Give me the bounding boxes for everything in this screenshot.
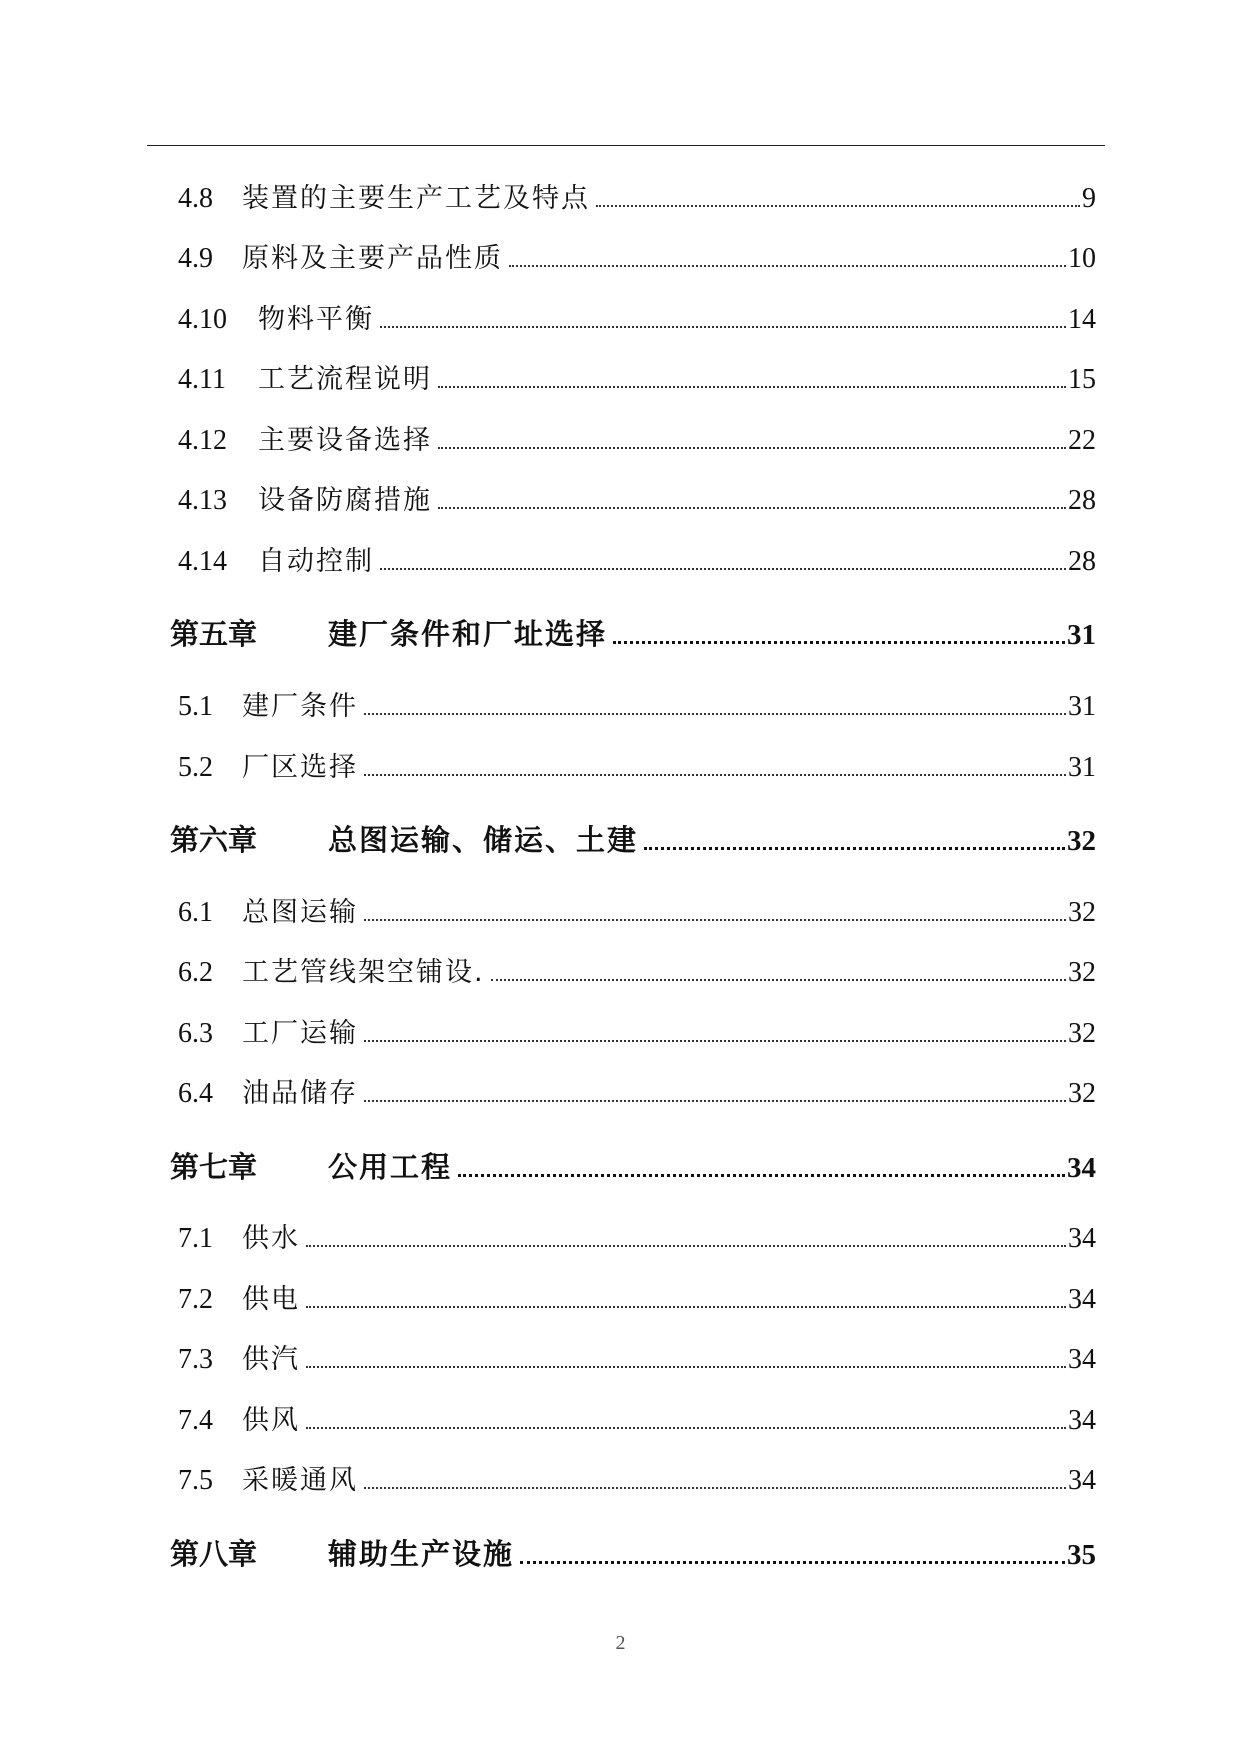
toc-entry-4-10[interactable]	[178, 300, 1096, 340]
toc-entry-title: 工艺管线架空铺设.	[242, 957, 485, 988]
toc-entry-7-3[interactable]	[178, 1340, 1096, 1380]
dot-leader	[306, 1426, 1066, 1429]
header-rule	[147, 145, 1105, 146]
toc-entry-page: 10	[1068, 243, 1096, 274]
toc-entry-page: 28	[1068, 485, 1096, 516]
toc-entry-title: 供汽	[242, 1344, 300, 1375]
dot-leader	[364, 1486, 1066, 1489]
toc-entry-4-14[interactable]	[178, 542, 1096, 582]
toc-entry-number: 4.13	[178, 485, 227, 516]
dot-leader	[364, 1099, 1066, 1102]
toc-entry-number: 4.9	[178, 243, 213, 274]
toc-chapter-number: 第七章	[170, 1150, 258, 1184]
toc-entry-title: 采暖通风	[242, 1465, 358, 1496]
toc-entry-5-1[interactable]	[178, 687, 1096, 727]
dot-leader	[644, 846, 1065, 850]
toc-entry-title: 工厂运输	[242, 1018, 358, 1049]
toc-entry-title: 主要设备选择	[258, 425, 432, 456]
toc-entry-title: 原料及主要产品性质	[242, 243, 503, 274]
toc-entry-number: 4.8	[178, 183, 213, 214]
toc-chapter-6[interactable]	[170, 820, 1096, 860]
toc-entry-title: 物料平衡	[258, 304, 374, 335]
dot-leader	[364, 712, 1066, 715]
toc-entry-page: 32	[1068, 1078, 1096, 1109]
toc-entry-title: 供电	[242, 1284, 300, 1315]
toc-entry-title: 总图运输	[242, 897, 358, 928]
toc-chapter-page: 32	[1067, 825, 1096, 857]
toc-entry-5-2[interactable]	[178, 748, 1096, 788]
dot-leader	[613, 640, 1065, 644]
toc-chapter-7[interactable]	[170, 1147, 1096, 1187]
toc-entry-number: 6.2	[178, 957, 213, 988]
toc-chapter-page: 35	[1067, 1539, 1096, 1571]
toc-entry-page: 9	[1082, 183, 1096, 214]
toc-entry-number: 4.11	[178, 364, 226, 395]
toc-chapter-8[interactable]	[170, 1534, 1096, 1574]
toc-entry-page: 34	[1068, 1284, 1096, 1315]
toc-chapter-number: 第六章	[170, 823, 258, 857]
toc-chapter-number: 第五章	[170, 617, 258, 651]
toc-entry-6-3[interactable]	[178, 1014, 1096, 1054]
dot-leader	[364, 1039, 1066, 1042]
toc-entry-page: 32	[1068, 1018, 1096, 1049]
toc-entry-page: 28	[1068, 546, 1096, 577]
toc-entry-6-2[interactable]	[178, 953, 1096, 993]
toc-entry-number: 6.1	[178, 897, 213, 928]
dot-leader	[596, 204, 1080, 207]
toc-entry-title: 供风	[242, 1405, 300, 1436]
toc-entry-number: 4.12	[178, 425, 227, 456]
toc-entry-title: 供水	[242, 1223, 300, 1254]
toc-entry-7-4[interactable]	[178, 1401, 1096, 1441]
dot-leader	[364, 918, 1066, 921]
dot-leader	[306, 1244, 1066, 1247]
dot-leader	[380, 325, 1066, 328]
toc-entry-number: 5.2	[178, 752, 213, 783]
toc-entry-number: 6.3	[178, 1018, 213, 1049]
toc-chapter-5[interactable]	[170, 614, 1096, 654]
toc-entry-title: 厂区选择	[242, 752, 358, 783]
dot-leader	[520, 1560, 1065, 1564]
dot-leader	[509, 264, 1066, 267]
toc-chapter-page: 34	[1067, 1152, 1096, 1184]
dot-leader	[438, 385, 1066, 388]
toc-entry-page: 32	[1068, 957, 1096, 988]
toc-entry-4-11[interactable]	[178, 360, 1096, 400]
toc-entry-number: 7.2	[178, 1284, 213, 1315]
toc-entry-page: 34	[1068, 1405, 1096, 1436]
toc-chapter-title: 辅助生产设施	[328, 1537, 515, 1571]
toc-entry-title: 设备防腐措施	[258, 485, 432, 516]
toc-entry-6-1[interactable]	[178, 893, 1096, 933]
toc-entry-4-12[interactable]	[178, 421, 1096, 461]
page-number: 2	[615, 1632, 626, 1654]
toc-entry-title: 自动控制	[258, 546, 374, 577]
toc-chapter-title: 公用工程	[328, 1150, 453, 1184]
toc-entry-title: 建厂条件	[242, 691, 358, 722]
toc-chapter-title: 总图运输、储运、土建	[328, 823, 639, 857]
toc-entry-page: 34	[1068, 1465, 1096, 1496]
toc-entry-number: 6.4	[178, 1078, 213, 1109]
toc-entry-number: 7.4	[178, 1405, 213, 1436]
dot-leader	[491, 978, 1066, 981]
toc-chapter-page: 31	[1067, 619, 1096, 651]
dot-leader	[438, 506, 1066, 509]
dot-leader	[364, 773, 1066, 776]
toc-entry-7-5[interactable]	[178, 1461, 1096, 1501]
toc-chapter-title: 建厂条件和厂址选择	[328, 617, 608, 651]
toc-chapter-number: 第八章	[170, 1537, 258, 1571]
toc-entry-number: 4.10	[178, 304, 227, 335]
toc-entry-number: 5.1	[178, 691, 213, 722]
toc-entry-page: 31	[1068, 752, 1096, 783]
toc-entry-7-1[interactable]	[178, 1219, 1096, 1259]
toc-entry-page: 14	[1068, 304, 1096, 335]
dot-leader	[458, 1173, 1065, 1177]
dot-leader	[306, 1305, 1066, 1308]
toc-entry-page: 31	[1068, 691, 1096, 722]
toc-entry-4-8[interactable]	[178, 179, 1096, 219]
toc-entry-page: 34	[1068, 1344, 1096, 1375]
toc-entry-page: 22	[1068, 425, 1096, 456]
toc-entry-number: 7.5	[178, 1465, 213, 1496]
toc-entry-number: 7.1	[178, 1223, 213, 1254]
toc-entry-6-4[interactable]	[178, 1074, 1096, 1114]
toc-entry-7-2[interactable]	[178, 1280, 1096, 1320]
toc-entry-title: 工艺流程说明	[258, 364, 432, 395]
dot-leader	[380, 567, 1066, 570]
toc-entry-4-9[interactable]	[178, 239, 1096, 279]
toc-entry-4-13[interactable]	[178, 481, 1096, 521]
toc-entry-page: 32	[1068, 897, 1096, 928]
dot-leader	[306, 1365, 1066, 1368]
toc-entry-page: 34	[1068, 1223, 1096, 1254]
toc-entry-number: 4.14	[178, 546, 227, 577]
toc-entry-title: 装置的主要生产工艺及特点	[242, 183, 590, 214]
toc-entry-title: 油品储存	[242, 1078, 358, 1109]
dot-leader	[438, 446, 1066, 449]
toc-entry-page: 15	[1068, 364, 1096, 395]
toc-entry-number: 7.3	[178, 1344, 213, 1375]
